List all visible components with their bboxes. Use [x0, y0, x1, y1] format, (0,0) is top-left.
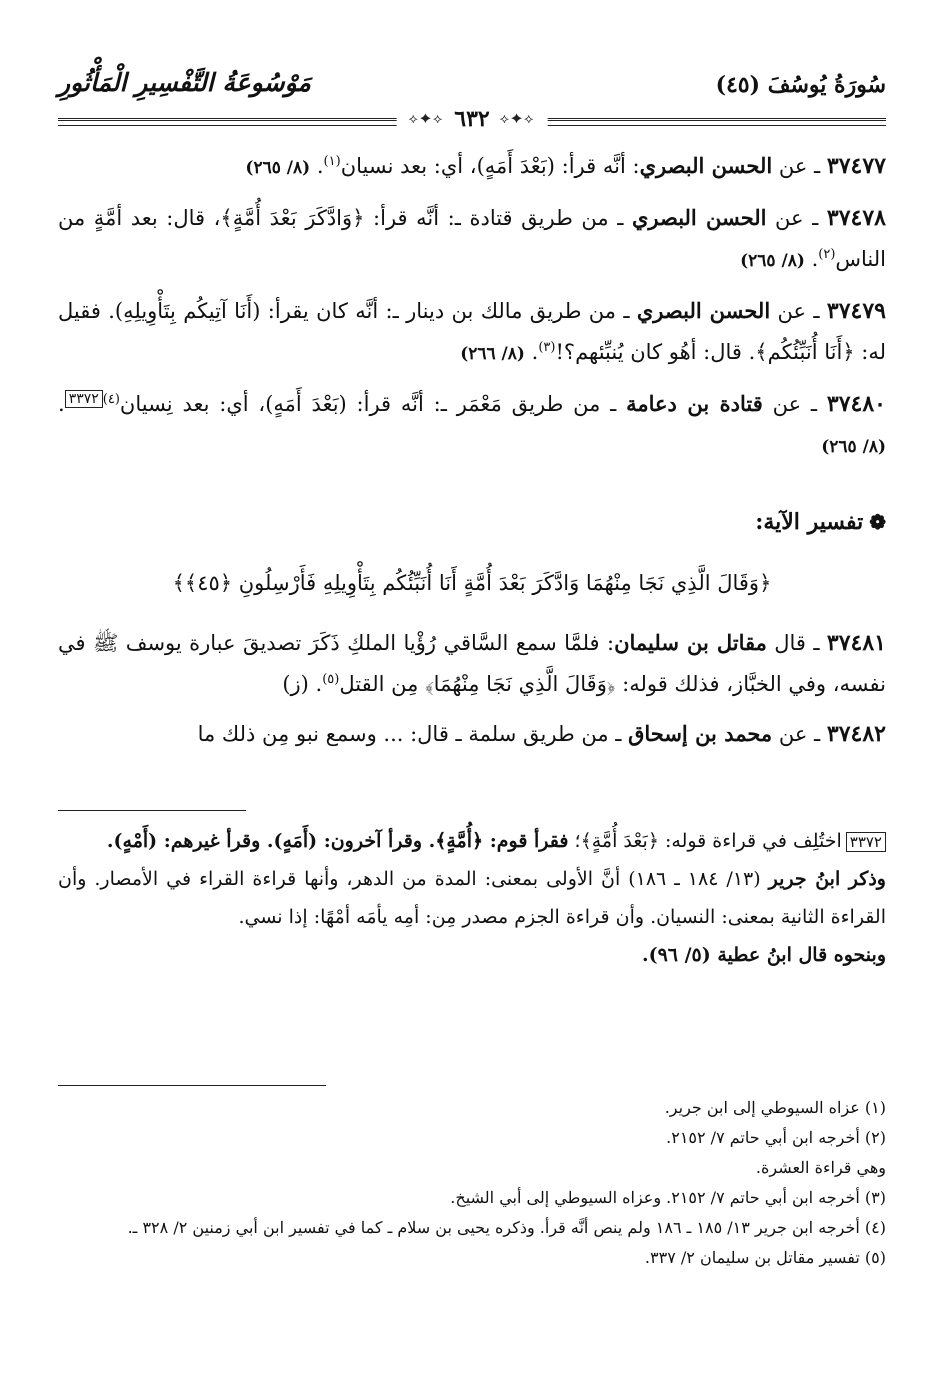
commentary-paragraph [58, 860, 886, 936]
narration-text: ـ من طريق سلمة ـ قال: ... وسمع نبو مِن ذلك ما [197, 722, 629, 746]
commentary-paragraph [58, 822, 886, 860]
narration-end: . (ز) [282, 672, 323, 696]
footnote-separator [58, 1085, 326, 1086]
footnote-ref: (٢) [818, 247, 836, 262]
ornament-icon: ⟡✦⟡ [408, 111, 445, 127]
commentary-text-bold: فقرأ قوم: ﴿أُمَّةٍ﴾. وقرأ آخرون: (أَمَهٍ). وقرأ غيرهم: (أَمْهٍ). [106, 830, 569, 852]
footnote-ref: (٣) [538, 340, 556, 355]
narration-prefix: ـ عن [772, 154, 821, 178]
narration-number: ٣٧٤٧٨ [826, 205, 886, 231]
narrator-name: محمد بن إسحاق [628, 721, 773, 746]
ornament-icon: ⟡✦⟡ [499, 111, 536, 127]
narration-prefix: ـ عن [766, 206, 819, 230]
commentary-marker: ٣٣٧٢ [846, 832, 886, 852]
volume-page-ref: (٨/ ٢٦٥) [821, 437, 886, 457]
narration-prefix: ـ قال [766, 631, 820, 655]
narration-number: ٣٧٤٧٩ [826, 298, 886, 324]
page-number: ٦٣٢ [454, 106, 490, 132]
footnote: (١) عزاه السيوطي إلى ابن جرير. [664, 1098, 886, 1117]
narration-text: ـ من طريق مالك بن دينار ـ: أنَّه كان يقرأ: (أَنَا آتِيكُم بِتَأْوِيلِهِ). فقيل له: ﴿أَنَا أُنَبِّئُكُم﴾. قال: أهُو كان يُنبِّئهم؟! [58, 299, 886, 364]
narration-entry [58, 197, 886, 282]
surah-heading: سُورَةُ يُوسُفَ (٤٥) [715, 72, 886, 98]
narration-end: . [316, 154, 324, 178]
footnote: (٢) أخرجه ابن أبي حاتم ٧/ ٢١٥٢. [666, 1128, 886, 1147]
narration-prefix: ـ عن [770, 299, 820, 323]
narration-end: . [811, 247, 819, 271]
narrator-name: الحسن البصري [639, 153, 773, 178]
footnote: وهي قراءة العشرة. [755, 1158, 886, 1177]
volume-page-ref: (٨/ ٢٦٥) [740, 251, 805, 271]
section-heading [58, 502, 886, 543]
volume-page-ref: (٨/ ٢٦٦) [460, 344, 525, 364]
volume-page-ref: (٨/ ٢٦٥) [245, 158, 311, 178]
narrator-name: قتادة بن دعامة [626, 391, 763, 416]
narration-text: ـ من طريق قتادة ـ: أنَّه قرأ: ﴿وَادَّكَرَ بَعْدَ أُمَّةٍ﴾، قال: بعد أمَّةٍ من الناس [58, 206, 886, 271]
commentary-marker: ٣٣٧٢ [65, 390, 103, 408]
narrator-name: الحسن البصري [631, 205, 767, 230]
narration-prefix: ـ عن [762, 392, 818, 416]
narrator-name: الحسن البصري [636, 298, 771, 323]
narration-prefix: ـ عن [772, 722, 821, 746]
commentary-block [58, 822, 886, 974]
footnote-ref: (٥) [322, 672, 340, 687]
narrator-name: مقاتل بن سليمان [614, 630, 767, 655]
flower-icon: ❁ [869, 510, 886, 534]
page-number-box [397, 106, 548, 132]
narration-text: : فلمَّا سمع السَّاقي رُؤْيا الملكِ ذَكَرَ تصديقَ عبارة يوسف ﷺ في نفسه، وفي الخبَّاز، فذلك قوله: ﴿وَقَالَ الَّذِي نَجَا مِنْهُمَا﴾ مِن القتل [58, 631, 886, 696]
commentary-lead: وذكر ابنُ جرير [768, 868, 886, 890]
section-title: تفسير الآية: [755, 509, 864, 535]
footnote-ref: (٤) [102, 392, 120, 407]
commentary-text: اختُلِف في قراءة قوله: ﴿بَعْدَ أُمَّةٍ﴾؛ [568, 830, 842, 852]
commentary-separator [58, 810, 246, 811]
narration-number: ٣٧٤٧٧ [826, 153, 886, 179]
narration-entry [58, 145, 886, 189]
narration-entry [58, 383, 886, 468]
quran-verse: ﴿وَقَالَ الَّذِي نَجَا مِنْهُمَا وَادَّكَرَ بَعْدَ أُمَّةٍ أَنَا أُنَبِّئُكُم بِتَأْوِيلِهِ فَأَرْسِلُونِ ﴿٤٥﴾﴾ [172, 571, 772, 595]
footnote: (٥) تفسير مقاتل بن سليمان ٢/ ٣٣٧. [644, 1248, 886, 1267]
narration-number: ٣٧٤٨١ [826, 630, 886, 656]
main-text [58, 145, 886, 763]
commentary-paragraph: وبنحوه قال ابنُ عطية (٥/ ٩٦). [641, 944, 886, 966]
book-page [58, 0, 886, 1389]
narration-end: . [531, 340, 539, 364]
footnote-ref: (١) [323, 154, 341, 169]
narration-number: ٣٧٤٨٢ [826, 721, 886, 747]
commentary-text: (١٣/ ١٨٤ ـ ١٨٦) أنَّ الأولى بمعنى: المدة من الدهر، وأنها قراءة القراء في الأمصار. وأن القراءة الثانية بمعنى: النسيان. وأن قراءة الجزم مصدر مِن: أمِه يأمَه أمْهًا: إذا نسي. [58, 868, 886, 928]
narration-entry [58, 622, 886, 705]
book-title: مَوْسُوعَةُ التَّفْسِيرِ الْمَأْثُورِ [58, 68, 311, 97]
narration-number: ٣٧٤٨٠ [826, 391, 886, 417]
footnote: (٤) أخرجه ابن جرير ١٣/ ١٨٥ ـ ١٨٦ ولم ينص أنَّه قرأ. وذكره يحيى بن سلام ـ كما في تفسير ابن أبي زمنين ٢/ ٣٢٨ ـ. [127, 1218, 886, 1237]
narration-text: ـ من طريق مَعْمَر ـ: أنَّه قرأ: (بَعْدَ أَمَهٍ)، أي: بعد نِسيان [119, 392, 627, 416]
narration-entry [58, 713, 886, 755]
footnotes [58, 1093, 886, 1273]
footnote: (٣) أخرجه ابن أبي حاتم ٧/ ٢١٥٢. وعزاه السيوطي إلى أبي الشيخ. [450, 1188, 886, 1207]
narration-end: . [58, 392, 65, 416]
narration-text: : أنَّه قرأ: (بَعْدَ أَمَهٍ)، أي: بعد نسيان [340, 154, 640, 178]
page-header [58, 62, 886, 132]
narration-entry [58, 290, 886, 375]
